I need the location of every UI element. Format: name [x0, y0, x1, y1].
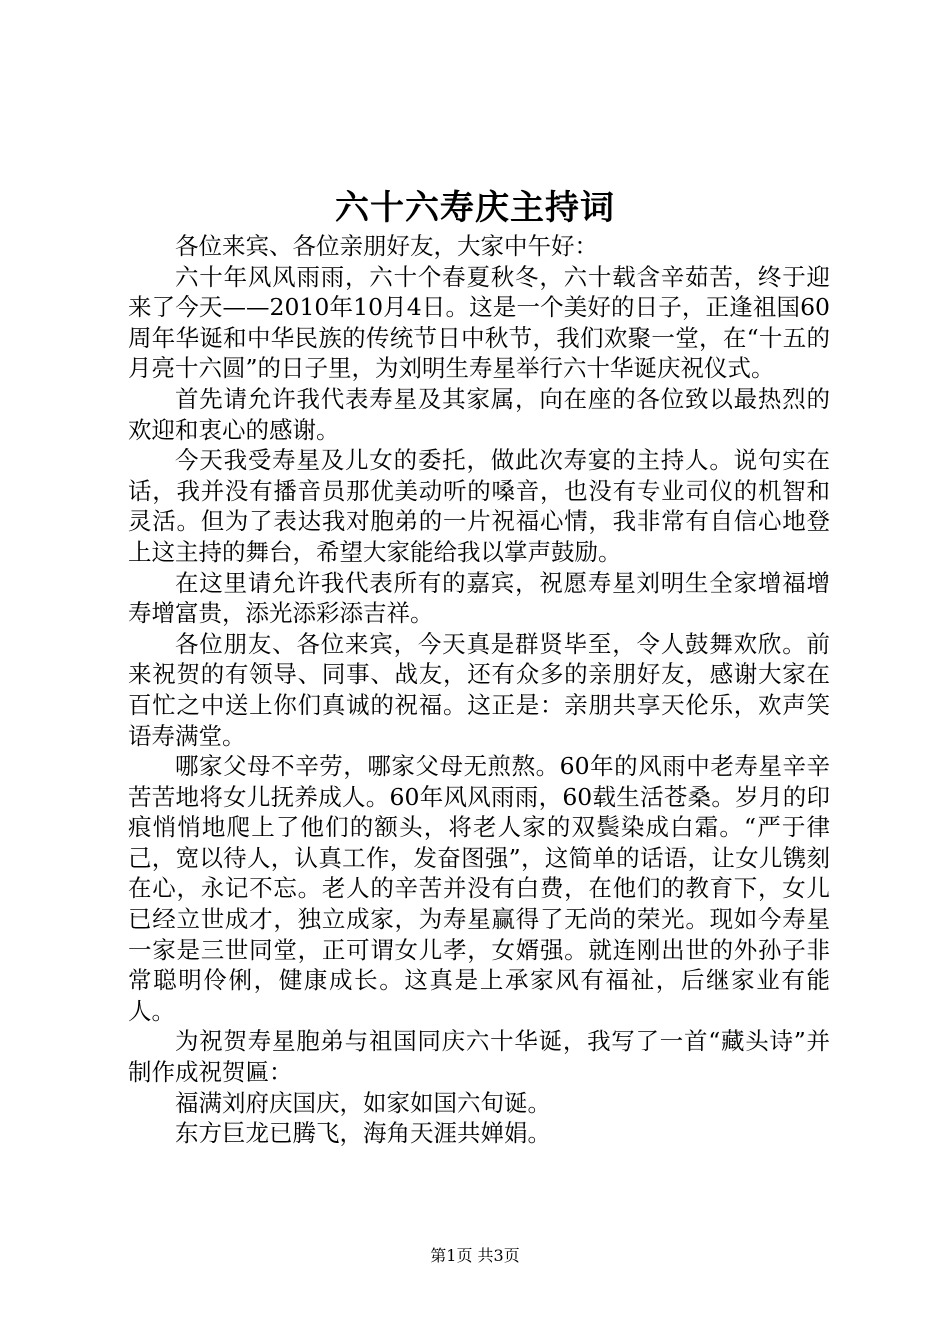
paragraph: 为祝贺寿星胞弟与祖国同庆六十华诞，我写了一首“藏头诗”并制作成祝贺匾： [128, 1027, 830, 1087]
poem-line: 东方巨龙已腾飞，海角天涯共婵娟。 [175, 1119, 551, 1148]
paragraph: 今天我受寿星及儿女的委托，做此次寿宴的主持人。说句实在话，我并没有播音员那优美动听的嗓音，也没有专业司仪的机智和灵活。但为了表达我对胞弟的一片祝福心情，我非常有自信心地登上这主持的舞台，希望大家能给我以掌声鼓励。 [128, 446, 830, 566]
page-number-footer: 第1页 共3页 [430, 1246, 520, 1265]
paragraph: 各位朋友、各位来宾，今天真是群贤毕至，令人鼓舞欢欣。前来祝贺的有领导、同事、战友，还有众多的亲朋好友，感谢大家在百忙之中送上你们真诚的祝福。这正是：亲朋共享天伦乐，欢声笑语寿满堂。 [128, 629, 830, 750]
paragraph-greeting: 各位来宾、各位亲朋好友，大家中午好： [175, 232, 598, 260]
document-title: 六十六寿庆主持词 [335, 188, 615, 228]
poem-line: 福满刘府庆国庆，如家如国六旬诞。 [175, 1088, 551, 1117]
paragraph: 哪家父母不辛劳，哪家父母无煎熬。60年的风雨中老寿星辛辛苦苦地将女儿抚养成人。60年风风雨雨，60载生活苍桑。岁月的印痕悄悄地爬上了他们的额头，将老人家的双鬓染成白霜。“严于律己，宽以待人，认真工作，发奋图强”，这简单的话语，让女儿镌刻在心，永记不忘。老人的辛苦并没有白费，在他们的教育下，女儿已经立世成才，独立成家，为寿星赢得了无尚的荣光。现如今寿星一家是三世同堂，正可谓女儿孝，女婿强。就连刚出世的外孙子非常聪明伶俐，健康成长。这真是上承家风有福祉，后继家业有能人。 [128, 752, 830, 1025]
document-body [128, 231, 830, 1149]
paragraph: 在这里请允许我代表所有的嘉宾，祝愿寿星刘明生全家增福增寿增富贵，添光添彩添吉祥。 [128, 568, 830, 628]
paragraph: 六十年风风雨雨，六十个春夏秋冬，六十载含辛茹苦，终于迎来了今天——2010年10月4日。这是一个美好的日子，正逢祖国60周年华诞和中华民族的传统节日中秋节，我们欢聚一堂，在“十五的月亮十六圆”的日子里，为刘明生寿星举行六十华诞庆祝仪式。 [128, 262, 830, 383]
paragraph: 首先请允许我代表寿星及其家属，向在座的各位致以最热烈的欢迎和衷心的感谢。 [128, 384, 830, 444]
